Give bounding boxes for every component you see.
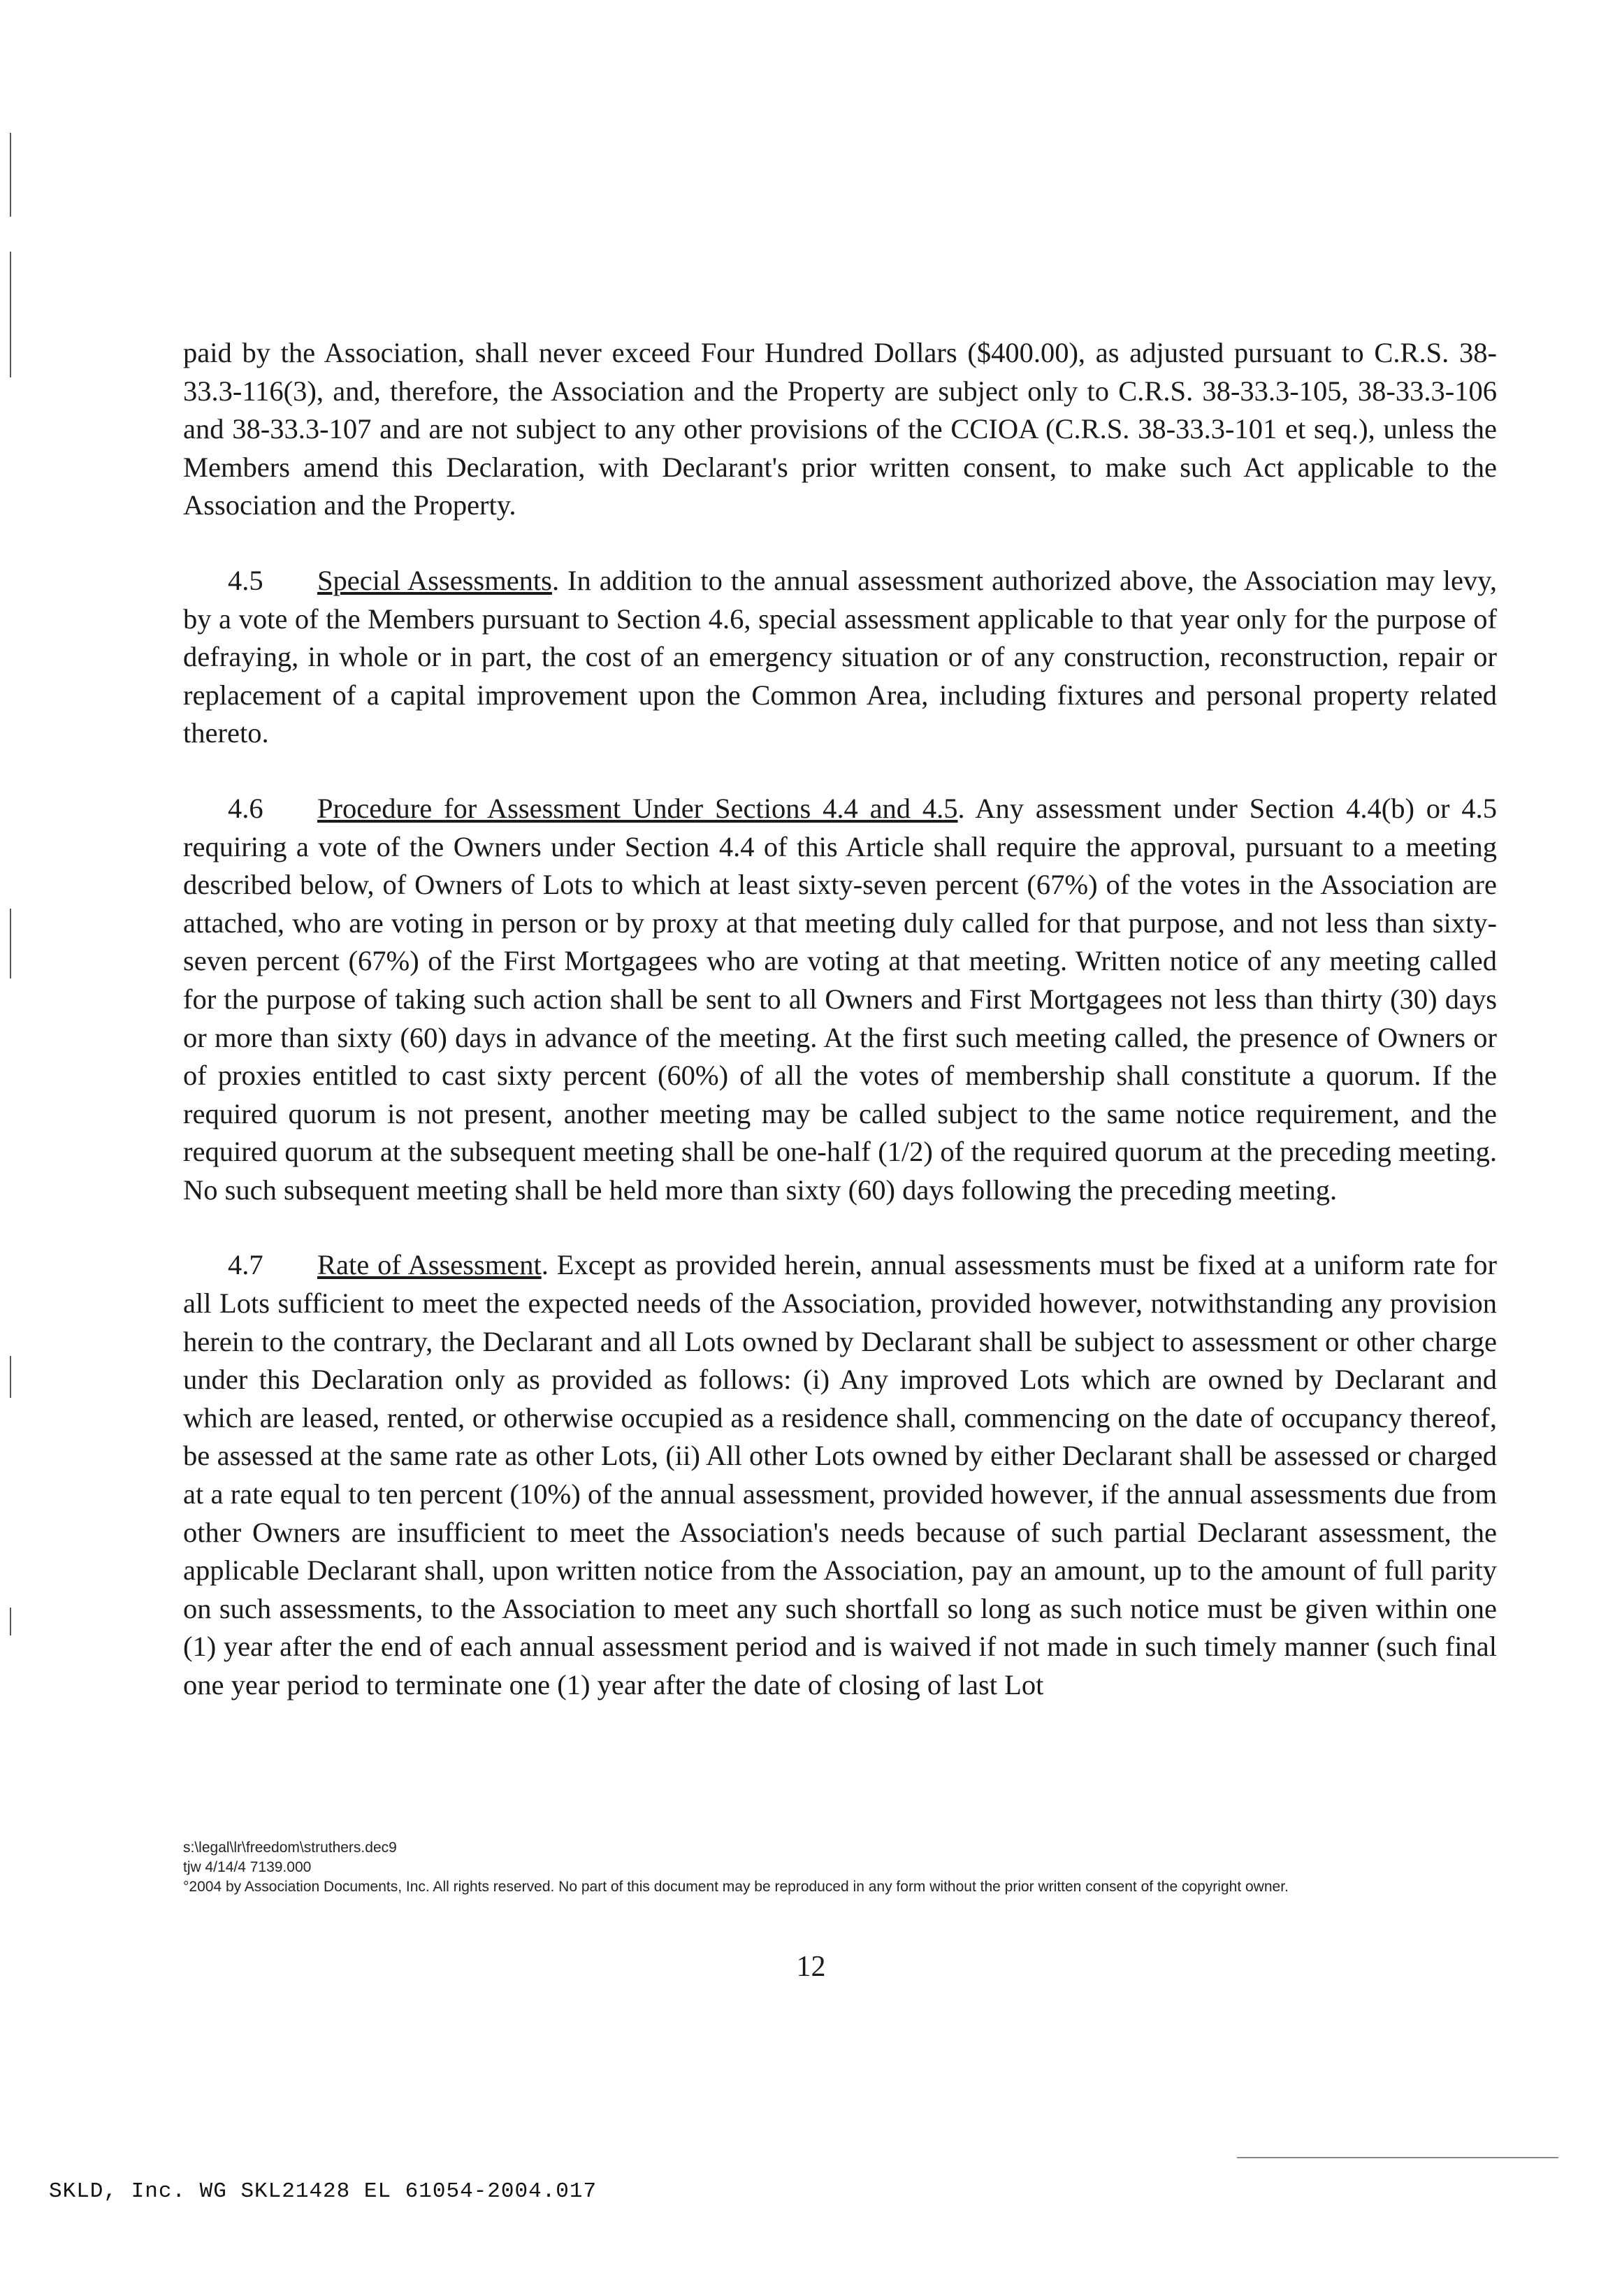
scan-mark-left-2 (10, 252, 11, 377)
footer-copyright: °2004 by Association Documents, Inc. All rights reserved. No part of this document may be reproduced in any form without the prior written consent of the copyright owner. (183, 1879, 1289, 1895)
footer-file-path: s:\legal\lr\freedom\struthers.dec9 (183, 1840, 397, 1856)
paragraph-text: paid by the Association, shall never exceed Four Hundred Dollars ($400.00), as adjusted pursuant to C.R.S. 38-33.3-116(3), and, therefore, the Association and the Property are subject only to C.R.S. 38-33.3-105, 38-33.3-106 and 38-33.3-107 and are not subject to any other provisions of the CCIOA (C.R.S. 38-33.3-101 et seq.), unless the Members amend this Declaration, with Declarant's prior written consent, to make such Act applicable to the Association and the Property. (183, 337, 1497, 521)
recording-stamp: SKLD, Inc. WG SKL21428 EL 61054-2004.017 (49, 2179, 598, 2204)
scan-mark-left-4 (10, 1356, 11, 1398)
section-number: 4.5 (228, 564, 263, 596)
scan-mark-bottom-right (1237, 2157, 1558, 2158)
section-heading: Procedure for Assessment Under Sections 4.4 and 4.5 (317, 792, 958, 824)
scan-mark-left-3 (10, 909, 11, 979)
section-4-6: 4.6 Procedure for Assessment Under Sections 4.4 and 4.5. Any assessment under Section 4.4(b) or 4.5 requiring a vote of the Owners under Section 4.4 of this Article shall require the approval, pursuant to a meeting described below, of Owners of Lots to which at least sixty-seven percent (67%) of the votes in the Association are attached, who are voting in person or by proxy at that meeting duly called for that purpose, and not less than sixty-seven percent (67%) of the First Mortgagees who are voting at that meeting. Written notice of any meeting called for the purpose of taking such action shall be sent to all Owners and First Mortgagees not less than thirty (30) days or more than sixty (60) days in advance of the meeting. At the first such meeting called, the presence of Owners or of proxies entitled to cast sixty percent (60%) of all the votes of membership shall constitute a quorum. If the required quorum is not present, another meeting may be called subject to the same notice requirement, and the required quorum at the subsequent meeting shall be one-half (1/2) of the required quorum at the preceding meeting. No such subsequent meeting shall be held more than sixty (60) days following the preceding meeting. (183, 790, 1497, 1210)
section-text: Any assessment under Section 4.4(b) or 4.5 requiring a vote of the Owners under Section 4.4 of this Article shall require the approval, pursuant to a meeting described below, of Owners of Lots to which at least sixty-seven percent (67%) of the votes in the Association are attached, who are voting in person or by proxy at that meeting duly called for that purpose, and not less than sixty-seven percent (67%) of the First Mortgagees who are voting at that meeting. Written notice of any meeting called for the purpose of taking such action shall be sent to all Owners and First Mortgagees not less than thirty (30) days or more than sixty (60) days in advance of the meeting. At the first such meeting called, the presence of Owners or of proxies entitled to cast sixty percent (60%) of all the votes of membership shall constitute a quorum. If the required quorum is not present, another meeting may be called subject to the same notice requirement, and the required quorum at the subsequent meeting shall be one-half (1/2) of the required quorum at the preceding meeting. No such subsequent meeting shall be held more than sixty (60) days following the preceding meeting. (183, 792, 1497, 1206)
section-heading: Special Assessments (317, 564, 552, 596)
paragraph-continuation (183, 334, 1497, 525)
section-4-5: 4.5 Special Assessments. In addition to the annual assessment authorized above, the Association may levy, by a vote of the Members pursuant to Section 4.6, special assessment applicable to that year only for the purpose of defraying, in whole or in part, the cost of an emergency situation or of any construction, reconstruction, repair or replacement of a capital improvement upon the Common Area, including fixtures and personal property related thereto. (183, 562, 1497, 753)
section-text: Except as provided herein, annual assessments must be fixed at a uniform rate for all Lots sufficient to meet the expected needs of the Association, provided however, notwithstanding any provision herein to the contrary, the Declarant and all Lots owned by Declarant shall be subject to assessment or other charge under this Declaration only as provided as follows: (i) Any improved Lots which are owned by Declarant and which are leased, rented, or otherwise occupied as a residence shall, commencing on the date of occupancy thereof, be assessed at the same rate as other Lots, (ii) All other Lots owned by either Declarant shall be assessed or charged at a rate equal to ten percent (10%) of the annual assessment, provided however, if the annual assessments due from other Owners are insufficient to meet the Association's needs because of such partial Declarant assessment, the applicable Declarant shall, upon written notice from the Association, pay an amount, up to the amount of full parity on such assessments, to the Association to meet any such shortfall so long as such notice must be given within one (1) year after the end of each annual assessment period and is waived if not made in such timely manner (such final one year period to terminate one (1) year after the date of closing of last Lot (183, 1249, 1498, 1701)
body-text (183, 334, 1497, 1742)
section-heading: Rate of Assessment (317, 1249, 542, 1281)
section-text: In addition to the annual assessment authorized above, the Association may levy, by a vote of the Members pursuant to Section 4.6, special assessment applicable to that year only for the purpose of defraying, in whole or in part, the cost of an emergency situation or of any construction, reconstruction, repair or replacement of a capital improvement upon the Common Area, including fixtures and personal property related thereto. (183, 564, 1498, 749)
section-4-7: 4.7 Rate of Assessment. Except as provided herein, annual assessments must be fixed at a uniform rate for all Lots sufficient to meet the expected needs of the Association, provided however, notwithstanding any provision herein to the contrary, the Declarant and all Lots owned by Declarant shall be subject to assessment or other charge under this Declaration only as provided as follows: (i) Any improved Lots which are owned by Declarant and which are leased, rented, or otherwise occupied as a residence shall, commencing on the date of occupancy thereof, be assessed at the same rate as other Lots, (ii) All other Lots owned by either Declarant shall be assessed or charged at a rate equal to ten percent (10%) of the annual assessment, provided however, if the annual assessments due from other Owners are insufficient to meet the Association's needs because of such partial Declarant assessment, the applicable Declarant shall, upon written notice from the Association, pay an amount, up to the amount of full parity on such assessments, to the Association to meet any such shortfall so long as such notice must be given within one (1) year after the end of each annual assessment period and is waived if not made in such timely manner (such final one year period to terminate one (1) year after the date of closing of last Lot (183, 1246, 1497, 1704)
section-number: 4.6 (228, 792, 263, 824)
document-footer (183, 1838, 1497, 1897)
page-number: 12 (796, 1951, 826, 1983)
scan-mark-left-1 (10, 133, 11, 217)
footer-initials: tjw 4/14/4 7139.000 (183, 1859, 312, 1875)
section-number: 4.7 (228, 1249, 263, 1281)
scan-mark-left-5 (10, 1608, 11, 1636)
